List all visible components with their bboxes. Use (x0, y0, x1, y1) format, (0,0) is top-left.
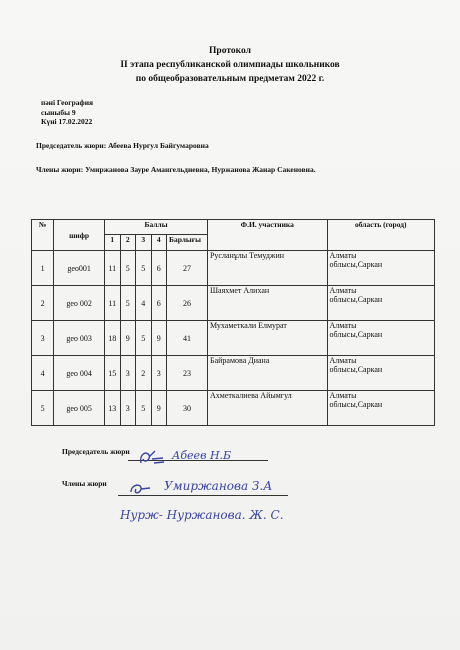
row-score-4: 9 (151, 321, 166, 356)
row-score-3: 5 (136, 251, 151, 286)
row-total: 41 (167, 321, 208, 356)
row-score-4: 6 (151, 286, 166, 321)
row-region-line-1: Алматы (329, 286, 357, 295)
table-row (32, 391, 435, 426)
row-score-4: 6 (151, 251, 166, 286)
row-region (327, 251, 434, 286)
table-row (32, 356, 435, 391)
row-participant: Русланұлы Темуджин (207, 251, 327, 286)
col-header-task-2: 2 (120, 235, 135, 251)
row-score-4: 9 (151, 391, 166, 426)
row-score-2: 5 (120, 251, 135, 286)
row-score-3: 5 (136, 321, 151, 356)
row-score-2: 3 (120, 391, 135, 426)
row-score-4: 3 (151, 356, 166, 391)
row-region (327, 391, 434, 426)
col-header-no: № (32, 220, 54, 251)
row-score-2: 5 (120, 286, 135, 321)
row-score-1: 18 (105, 321, 120, 356)
row-region (327, 286, 434, 321)
row-score-3: 4 (136, 286, 151, 321)
results-table (31, 219, 435, 426)
row-score-2: 9 (120, 321, 135, 356)
col-header-task-3: 3 (136, 235, 151, 251)
row-region-line-1: Алматы (329, 321, 357, 330)
jury-chairman-line: Председатель жюри: Абеева Нургул Байгумаровна (36, 141, 209, 150)
row-participant: Ахметкалиева Айымгул (207, 391, 327, 426)
document-title: Протокол (209, 46, 251, 56)
members-signature-label: Члены жюри (62, 479, 107, 488)
row-participant: Мухаметкали Елмурат (207, 321, 327, 356)
col-header-code: шифр (54, 220, 105, 251)
row-code: geo 003 (54, 321, 105, 356)
row-region-line-1: Алматы (329, 356, 357, 365)
row-no: 3 (32, 321, 54, 356)
row-total: 26 (167, 286, 208, 321)
row-region-line-2: облысы,Саркан (329, 295, 383, 304)
row-region-line-1: Алматы (329, 251, 357, 260)
table-row (32, 251, 435, 286)
row-region-line-2: облысы,Саркан (329, 400, 383, 409)
col-header-total: Барлығы (167, 235, 208, 251)
chairman-handwritten-name: Абеев Н.Б (172, 449, 232, 462)
document-header (0, 44, 460, 86)
row-total: 30 (167, 391, 208, 426)
row-region-line-2: облысы,Саркан (329, 330, 383, 339)
row-score-1: 11 (105, 251, 120, 286)
olympiad-meta (41, 98, 93, 127)
row-total: 23 (167, 356, 208, 391)
chairman-signature-label: Председатель жюри (62, 447, 130, 456)
row-score-3: 2 (136, 356, 151, 391)
row-score-1: 15 (105, 356, 120, 391)
row-code: geo 005 (54, 391, 105, 426)
table-row (32, 286, 435, 321)
row-score-1: 13 (105, 391, 120, 426)
table-row (32, 321, 435, 356)
chairman-signature-mark (137, 447, 167, 469)
row-region-line-2: облысы,Саркан (329, 365, 383, 374)
col-header-scores: Баллы (105, 220, 208, 235)
col-header-task-4: 4 (151, 235, 166, 251)
date-line: Күні 17.02.2022 (41, 117, 93, 126)
row-score-2: 3 (120, 356, 135, 391)
row-region (327, 356, 434, 391)
row-code: geo001 (54, 251, 105, 286)
row-participant: Байрамова Диана (207, 356, 327, 391)
document-subtitle-1: II этапа республиканской олимпиады школьников (120, 60, 340, 70)
row-region-line-1: Алматы (329, 391, 357, 400)
row-no: 4 (32, 356, 54, 391)
row-code: geo 002 (54, 286, 105, 321)
row-total: 27 (167, 251, 208, 286)
col-header-task-1: 1 (105, 235, 120, 251)
member1-signature-mark (128, 480, 154, 498)
row-code: geo 004 (54, 356, 105, 391)
member1-handwritten-name: Умиржанова З.А (164, 479, 273, 493)
jury-members-line: Члены жюри: Умиржанова Зауре Амангельдиевна, Нуржанова Жанар Сакеновна. (36, 165, 316, 174)
row-participant: Шаяхмет Алихан (207, 286, 327, 321)
member2-handwritten-name: Нурж- Нуржанова. Ж. С. (120, 508, 284, 522)
grade-line: сыныбы 9 (41, 107, 76, 117)
col-header-region: область (город) (327, 220, 434, 251)
row-no: 1 (32, 251, 54, 286)
document-subtitle-2: по общеобразовательным предметам 2022 г. (135, 74, 325, 84)
row-no: 5 (32, 391, 54, 426)
col-header-participant: Ф.И. участника (207, 220, 327, 251)
row-score-3: 5 (136, 391, 151, 426)
row-region-line-2: облысы,Саркан (329, 260, 383, 269)
row-region (327, 321, 434, 356)
row-no: 2 (32, 286, 54, 321)
subject-line: пәні География (41, 98, 94, 107)
row-score-1: 11 (105, 286, 120, 321)
